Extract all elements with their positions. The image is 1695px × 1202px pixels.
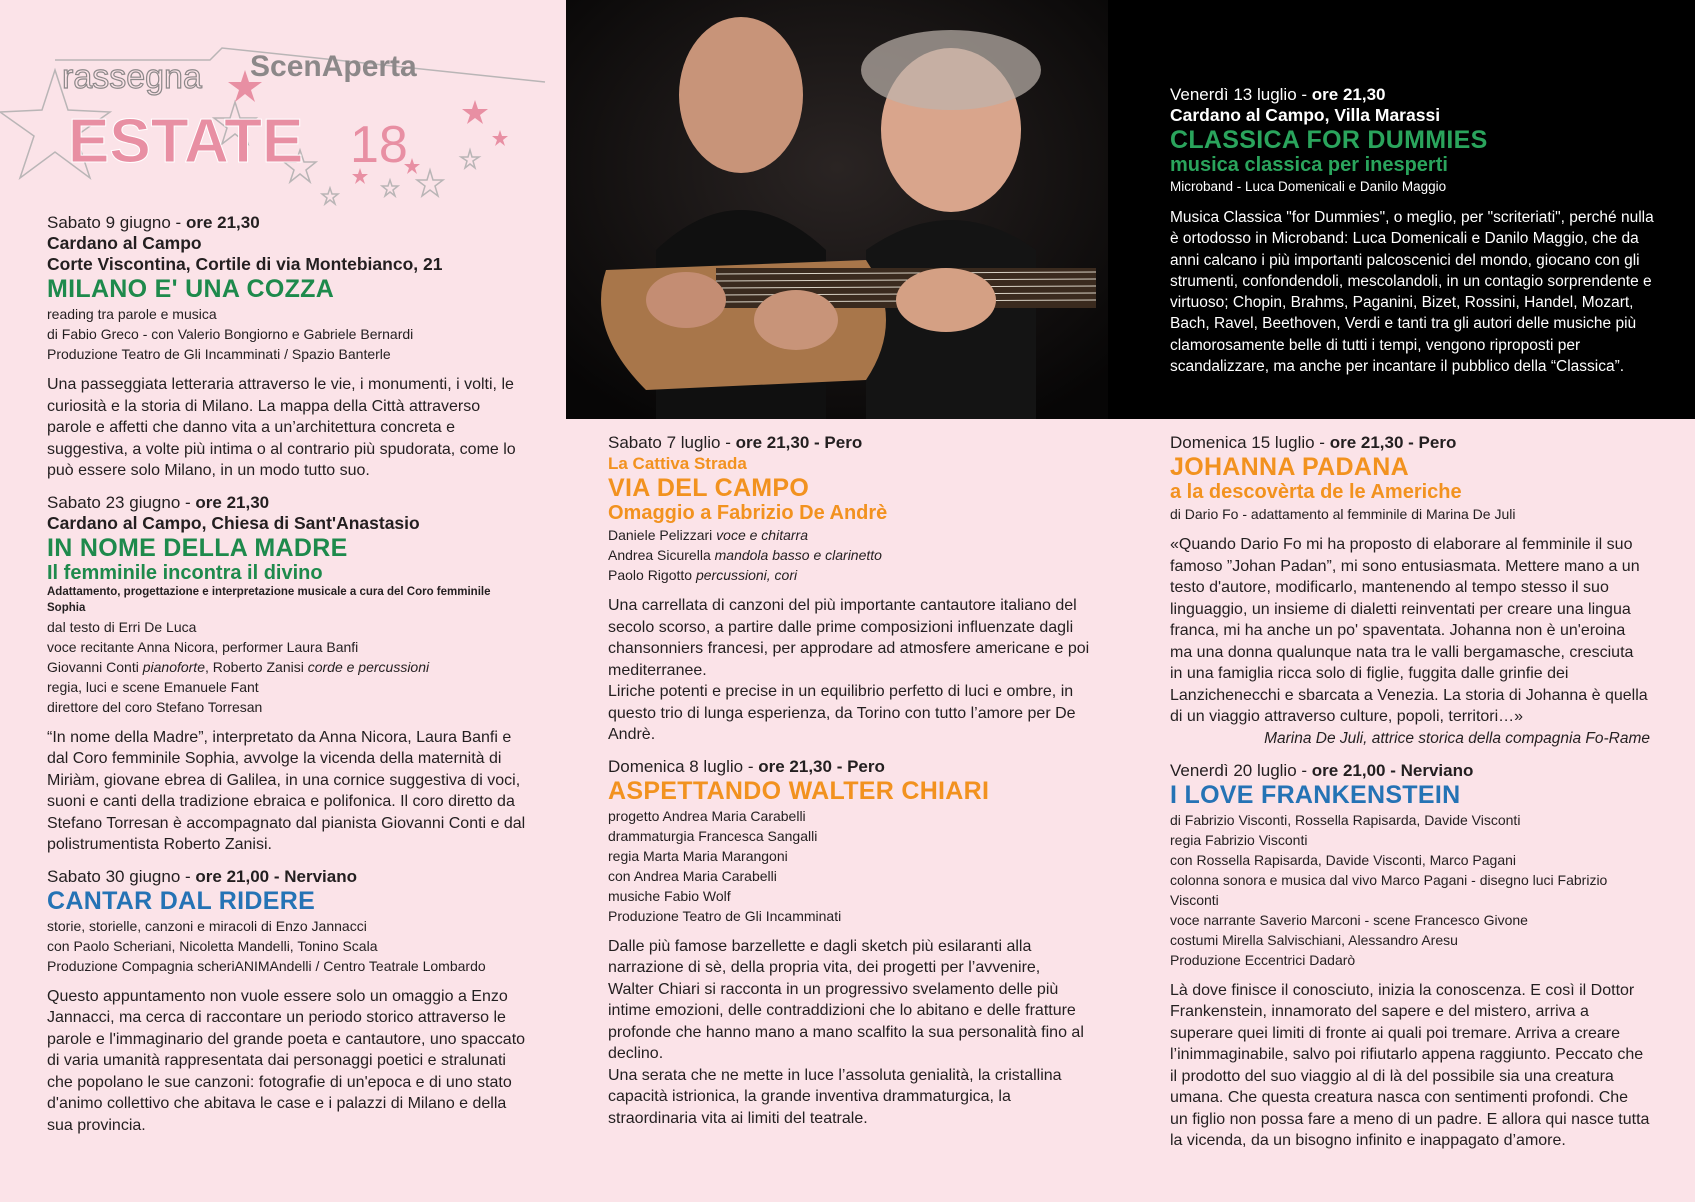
event-date: Sabato 30 giugno - ore 21,00 - Nerviano xyxy=(47,866,357,886)
event-description: Una carrellata di canzoni del più importante cantautore italiano del secolo scorso, a partire dalle prime composizioni influenzate dagli chansonniers francesi, per approdare ad atmosfere americane e poi mediterranee. Liriche potenti e precise in un equilibrio perfetto di luci e ombre, in questo trio di lunga esperienza, da Torino con tutto l’amore per De Andrè. xyxy=(608,597,1090,743)
event-credits: progetto Andrea Maria Carabelli drammaturgia Francesca Sangalli regia Marta Maria Marangoni con Andrea Maria Carabelli musiche Fabio Wolf Produzione Teatro de Gli Incamminati xyxy=(608,807,842,924)
featured-event-box xyxy=(1108,0,1695,419)
photo-illustration xyxy=(566,0,1108,419)
logo-season: ESTATE xyxy=(68,107,304,176)
event-description: Musica Classica "for Dummies", o meglio, per "scriteriati", perché nulla è ortodosso in Microband: Luca Domenicali e Danilo Maggio, che da anni calcano i più importanti palcoscenici del mondo, giocano con gli strumenti, confondendoli, mescolandoli, in un contagio sorprendente e virtuoso; Chopin, Brahms, Paganini, Bizet, Rossini, Handel, Mozart, Bach, Ravel, Beethoven, Verdi e tanti tra gli autori delle musiche più clamorosamente belle di tutti i tempi, vengono riproposti per scandalizzare, ma anche per incantare il pubblico della “Classica”. xyxy=(1170,209,1654,376)
column-middle xyxy=(608,432,1090,1139)
column-right xyxy=(1170,432,1650,1162)
event-credits: Daniele Pelizzari voce e chitarra Andrea Sicurella mandola basso e clarinetto Paolo Rigotto percussioni, cori xyxy=(608,527,882,583)
event-milano-e-una-cozza xyxy=(47,212,527,482)
event-date: Venerdì 13 luglio - ore 21,30 xyxy=(1170,85,1386,104)
event-title: CLASSICA FOR DUMMIES xyxy=(1170,126,1488,154)
event-note: Adattamento, progettazione e interpretazione musicale a cura del Coro femminile Sophia xyxy=(47,585,491,614)
quote-signature: Marina De Juli, attrice storica della compagnia Fo-Rame xyxy=(1264,729,1650,747)
event-date: Sabato 23 giugno - ore 21,30 xyxy=(47,492,270,512)
event-credits: di Dario Fo - adattamento al femminile di Marina De Juli xyxy=(1170,506,1516,522)
event-subtitle: a la descovèrta de le Americhe xyxy=(1170,481,1462,503)
event-aspettando-walter-chiari xyxy=(608,756,1090,1130)
event-title: I LOVE FRANKENSTEIN xyxy=(1170,780,1461,809)
event-classica-for-dummies xyxy=(1170,84,1658,377)
event-description: Dalle più famose barzellette e dagli sketch più esilaranti alla narrazione di sè, della propria vita, dei progetti per l’avvenire, Walter Chiari si racconta in un progressivo svelamento delle più intime emozioni, delle contraddizioni che lo abitano e delle fratture profonde che hanno mano a mano scalfito la sua personalità fino al declino. Una serata che ne mette in luce l’assoluta genialità, la cristallina capacità istrionica, la grande inventiva drammaturgica, la straordinaria vita ai limiti del teatrale. xyxy=(608,937,1084,1127)
event-title: VIA DEL CAMPO xyxy=(608,474,810,502)
event-venue: Cardano al Campo, Villa Marassi xyxy=(1170,105,1441,125)
event-description: Una passeggiata letteraria attraverso le vie, i monumenti, i volti, le curiosità e la storia di Milano. La mappa della Città attraverso parole e affetti che danno vita a un’architettura concreta e suggestiva, a volte più intima o al contrario più spudorata, come lo può essere solo Milano, in un modo tutto suo. xyxy=(47,376,516,479)
event-i-love-frankenstein xyxy=(1170,760,1650,1152)
event-date: Sabato 9 giugno - ore 21,30 xyxy=(47,213,260,232)
festival-logo xyxy=(0,40,560,220)
event-title: JOHANNA PADANA xyxy=(1170,453,1409,481)
event-title: ASPETTANDO WALTER CHIARI xyxy=(608,776,990,805)
event-venue: Cardano al Campo xyxy=(47,233,202,253)
logo-brand: ScenAperta xyxy=(250,50,417,83)
event-description: Là dove finisce il conosciuto, inizia la conoscenza. E così il Dottor Frankenstein, innamorato del sapere e del mistero, arriva a superare quei limiti di fronte ai quali poi tremare. Arriva a creare l’inimmaginabile, salvo poi rifiutarlo appena raggiunto. Peccato che il prodotto del suo viaggio al di là del possibile sia una creatura umana. Che questa creatura nasca con sentimenti profondi. Che un figlio non possa fare a meno di un padre. E allora qui nasce tutta la vicenda, da un bisogno infinito e inappagato d’amore. xyxy=(1170,981,1650,1149)
event-venue: Cardano al Campo, Chiesa di Sant'Anastasio xyxy=(47,512,420,533)
event-credits: di Fabrizio Visconti, Rossella Rapisarda, Davide Visconti regia Fabrizio Visconti con Rossella Rapisarda, Davide Visconti, Marco Pagani colonna sonora e musica dal vivo Marco Pagani - disegno luci Fabrizio Visconti voce narrante Saverio Marconi - scene Francesco Givone costumi Mirella Salvischiani, Alessandro Aresu Produzione Eccentrici Dadarò xyxy=(1170,811,1608,968)
event-group: La Cattiva Strada xyxy=(608,454,747,473)
event-description: Questo appuntamento non vuole essere solo un omaggio a Enzo Jannacci, ma cerca di raccontare un periodo storico attraverso le parole e l'immaginario del grande poeta e cantautore, uno spaccato di varia umanità rappresentata dai personaggi poetici e stralunati che popolano le sue canzoni: fotografie di un'epoca e di uno stato d'animo collettivo che abitava le case e i palazzi di Milano e della sua provincia. xyxy=(47,987,526,1134)
event-johanna-padana xyxy=(1170,432,1650,750)
event-description: «Quando Dario Fo mi ha proposto di elaborare al femminile il suo famoso ”Johan Padan”, mi sono entusiasmata. Mettere mano a un testo d'autore, modificarlo, mantenendo al tempo stesso il suo linguaggio, un insieme di dialetti reinventati per creare una lingua franca, mi ha anche un po' spaventata. Johanna non è un'eroina ma una donna qualunque nata tra le valli bergamasche, cresciuta in una famiglia ricca solo di figlie, fuggita dalle grinfie dei Lanzichenecchi e sbarcata a Venezia. La storia di Johanna è quella di un viaggio attraverso culture, popoli, territori…» xyxy=(1170,536,1648,725)
event-title: IN NOME DELLA MADRE xyxy=(47,533,348,562)
column-left xyxy=(47,212,527,1146)
performers-photo xyxy=(566,0,1108,419)
event-cantar-dal-ridere xyxy=(47,866,527,1137)
event-title: CANTAR DAL RIDERE xyxy=(47,886,316,915)
event-credits: storie, storielle, canzoni e miracoli di Enzo Jannacci con Paolo Scheriani, Nicoletta Mandelli, Tonino Scala Produzione Compagnia scheriANIMAndelli / Centro Teatrale Lombardo xyxy=(47,917,486,974)
event-subtitle: Il femminile incontra il divino xyxy=(47,561,323,584)
event-credits: reading tra parole e musica di Fabio Greco - con Valerio Bongiorno e Gabriele Bernardi Produzione Teatro de Gli Incamminati / Spazio Banterle xyxy=(47,306,414,362)
event-date: Domenica 15 luglio - ore 21,30 - Pero xyxy=(1170,433,1457,452)
event-date: Sabato 7 luglio - ore 21,30 - Pero xyxy=(608,433,863,452)
logo-rassegna: rassegna xyxy=(62,58,202,96)
event-title: MILANO E' UNA COZZA xyxy=(47,275,335,303)
event-description: “In nome della Madre”, interpretato da Anna Nicora, Laura Banfi e dal Coro femminile Sophia, avvolge la vicenda della maternità di Miriàm, giovane ebrea di Galilea, in una cornice suggestiva di voci, suoni e canti della tradizione ebraica e polifonica. Il coro diretto da Stefano Torresan è accompagnato dal pianista Giovanni Conti e dal polistrumentista Roberto Zanisi. xyxy=(47,728,526,853)
performer-left-face xyxy=(679,17,803,173)
event-credits: dal testo di Erri De Luca voce recitante Anna Nicora, performer Laura Banfi Giovanni Conti pianoforte, Roberto Zanisi corde e percussioni regia, luci e scene Emanuele Fant direttore del coro Stefano Torresan xyxy=(47,618,430,715)
event-venue-detail: Corte Viscontina, Cortile di via Montebianco, 21 xyxy=(47,254,443,274)
event-in-nome-della-madre xyxy=(47,492,527,856)
event-date: Venerdì 20 luglio - ore 21,00 - Nerviano xyxy=(1170,760,1474,780)
event-subtitle: musica classica per inesperti xyxy=(1170,154,1448,176)
event-subtitle: Omaggio a Fabrizio De Andrè xyxy=(608,502,888,524)
logo-year: 18 xyxy=(350,116,408,174)
event-date: Domenica 8 luglio - ore 21,30 - Pero xyxy=(608,756,885,776)
event-credits: Microband - Luca Domenicali e Danilo Maggio xyxy=(1170,179,1447,194)
event-via-del-campo xyxy=(608,432,1090,746)
